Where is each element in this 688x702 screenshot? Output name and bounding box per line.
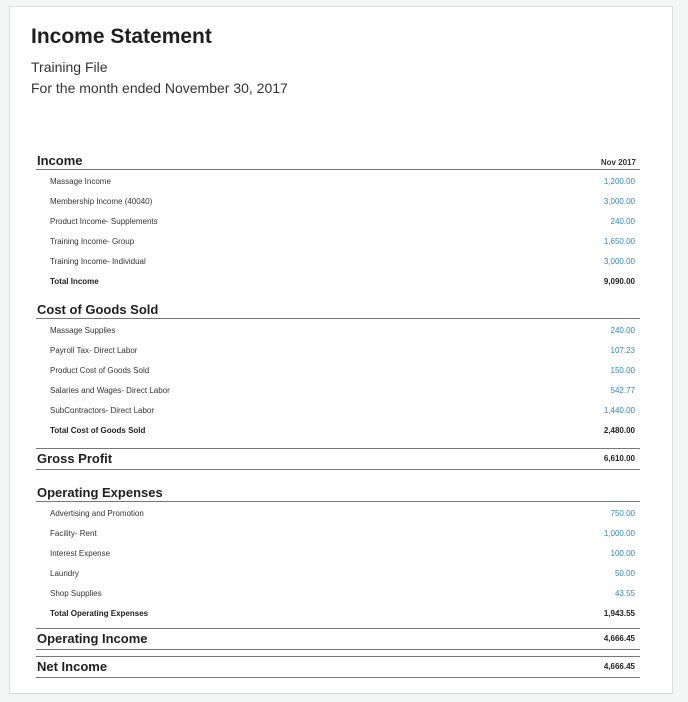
summary-amount: 4,666.45 — [603, 634, 635, 643]
table-row[interactable] — [36, 319, 640, 339]
total-row-opex — [36, 602, 640, 622]
row-amount-link[interactable]: 1,200.00 — [603, 177, 635, 186]
row-label: Advertising and Promotion — [50, 509, 144, 518]
table-row[interactable] — [36, 359, 640, 379]
row-label: Salaries and Wages- Direct Labor — [50, 386, 170, 395]
row-amount-link[interactable]: 542.77 — [610, 386, 635, 395]
net-income-row — [36, 656, 640, 678]
summary-label: Net Income — [37, 659, 108, 674]
row-label: Product Income- Supplements — [50, 217, 158, 226]
table-row[interactable] — [36, 502, 640, 522]
table-row[interactable] — [36, 190, 640, 210]
row-amount-link[interactable]: 100.00 — [610, 549, 635, 558]
summary-amount: 4,666.45 — [603, 662, 635, 671]
row-label: Interest Expense — [50, 549, 111, 558]
table-row[interactable] — [36, 582, 640, 602]
company-name: Training File — [31, 59, 108, 75]
row-amount-link[interactable]: 3,000.00 — [603, 197, 635, 206]
total-label: Total Operating Expenses — [50, 609, 149, 618]
table-row[interactable] — [36, 210, 640, 230]
row-amount-link[interactable]: 750.00 — [610, 509, 635, 518]
row-label: SubContractors- Direct Labor — [50, 406, 155, 415]
row-label: Massage Supplies — [50, 326, 116, 335]
table-row[interactable] — [36, 399, 640, 419]
row-label: Membership Income (40040) — [50, 197, 153, 206]
gross-profit-row — [36, 448, 640, 470]
row-amount-link[interactable]: 3,000.00 — [603, 257, 635, 266]
table-row[interactable] — [36, 562, 640, 582]
total-row-income — [36, 270, 640, 290]
total-amount: 9,090.00 — [603, 277, 635, 286]
row-amount-link[interactable]: 50.00 — [614, 569, 635, 578]
row-amount-link[interactable]: 1,000.00 — [603, 529, 635, 538]
row-label: Training Income- Group — [50, 237, 135, 246]
total-amount: 2,480.00 — [603, 426, 635, 435]
table-row[interactable] — [36, 522, 640, 542]
table-row[interactable] — [36, 230, 640, 250]
row-label: Laundry — [50, 569, 79, 578]
column-header-period: Nov 2017 — [600, 158, 636, 167]
section-heading-opex: Operating Expenses — [36, 482, 640, 502]
table-row[interactable] — [36, 339, 640, 359]
row-label: Payroll Tax- Direct Labor — [50, 346, 138, 355]
row-label: Product Cost of Goods Sold — [50, 366, 150, 375]
report-period: For the month ended November 30, 2017 — [31, 80, 288, 96]
row-amount-link[interactable]: 240.00 — [610, 217, 635, 226]
total-label: Total Income — [50, 277, 99, 286]
row-label: Shop Supplies — [50, 589, 102, 598]
income-statement-table — [36, 150, 640, 678]
row-amount-link[interactable]: 1,440.00 — [603, 406, 635, 415]
report-title: Income Statement — [31, 25, 212, 48]
report-page — [9, 6, 673, 694]
table-row[interactable] — [36, 379, 640, 399]
row-amount-link[interactable]: 1,650.00 — [603, 237, 635, 246]
row-amount-link[interactable]: 107.23 — [610, 346, 635, 355]
row-label: Facility- Rent — [50, 529, 97, 538]
section-heading-income: Income — [36, 150, 640, 170]
summary-amount: 6,610.00 — [603, 454, 635, 463]
summary-label: Operating Income — [37, 631, 148, 646]
row-label: Massage Income — [50, 177, 111, 186]
row-amount-link[interactable]: 240.00 — [610, 326, 635, 335]
total-label: Total Cost of Goods Sold — [50, 426, 146, 435]
table-row[interactable] — [36, 170, 640, 190]
section-heading-cogs: Cost of Goods Sold — [36, 299, 640, 319]
row-amount-link[interactable]: 43.55 — [614, 589, 635, 598]
summary-label: Gross Profit — [37, 451, 113, 466]
row-label: Training Income- Individual — [50, 257, 146, 266]
total-amount: 1,943.55 — [603, 609, 635, 618]
total-row-cogs — [36, 419, 640, 439]
table-row[interactable] — [36, 542, 640, 562]
row-amount-link[interactable]: 150.00 — [610, 366, 635, 375]
table-row[interactable] — [36, 250, 640, 270]
operating-income-row — [36, 628, 640, 650]
